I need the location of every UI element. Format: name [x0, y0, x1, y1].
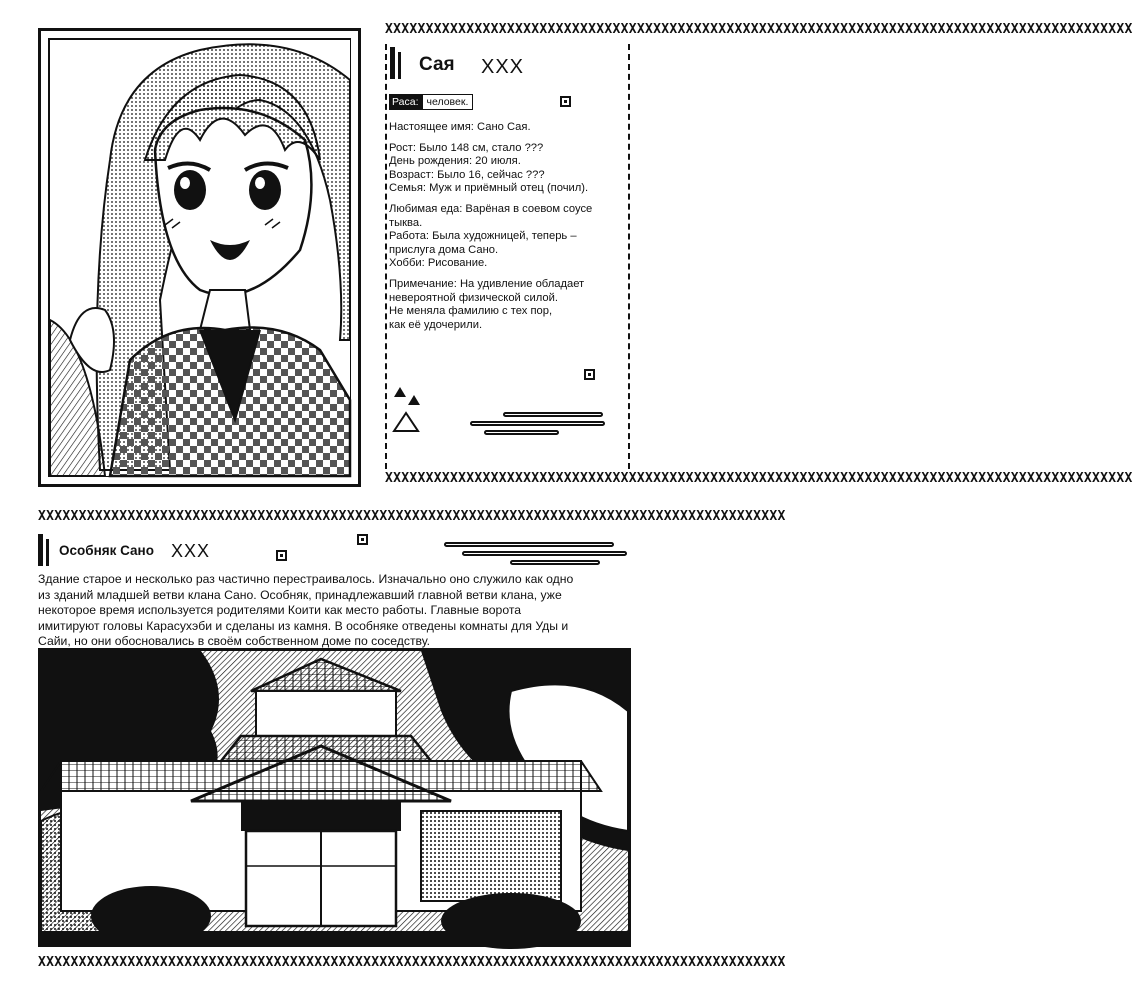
square-ornament-4	[276, 550, 287, 561]
wave-ornament-3	[484, 430, 559, 435]
age-line: Возраст: Было 16, сейчас ???	[389, 168, 545, 181]
wave-ornament-6	[510, 560, 600, 565]
job-line-2: прислуга дома Сано.	[389, 243, 499, 256]
square-ornament-3	[357, 534, 368, 545]
mansion-illustration	[41, 651, 628, 944]
x-border-top: XXXXXXXXXXXXXXXXXXXXXXXXXXXXXXXXXXXXXXXXXXXXXXXXXXXXXXXXXXXXXXXXXXXXXXXXXXXXXXXXXXXXXXXXXXXX	[385, 22, 1133, 37]
x-border-info-bottom: XXXXXXXXXXXXXXXXXXXXXXXXXXXXXXXXXXXXXXXXXXXXXXXXXXXXXXXXXXXXXXXXXXXXXXXXXXXXXXXXXXXXXXXXXXXX	[385, 471, 1133, 486]
name-header-bar-1	[390, 47, 395, 79]
portrait-frame	[38, 28, 361, 487]
race-label: Раса:	[389, 94, 422, 110]
real-name: Настоящее имя: Сано Сая.	[389, 121, 531, 133]
wave-ornament-5	[462, 551, 627, 556]
description-line-4: имитируют головы Карасухэби и сделаны из камня. В особняке отведены комнаты для Уды и	[38, 618, 569, 633]
name-header-bar-2	[398, 52, 401, 79]
x-border-section-top: XXXXXXXXXXXXXXXXXXXXXXXXXXXXXXXXXXXXXXXXXXXXXXXXXXXXXXXXXXXXXXXXXXXXXXXXXXXXXXXXXXXXXXXXXXXX	[38, 509, 786, 524]
birthday-line: День рождения: 20 июля.	[389, 155, 521, 168]
race-badge	[389, 94, 473, 110]
section-header-bar-1	[38, 534, 43, 566]
x-border-page-bottom: XXXXXXXXXXXXXXXXXXXXXXXXXXXXXXXXXXXXXXXXXXXXXXXXXXXXXXXXXXXXXXXXXXXXXXXXXXXXXXXXXXXXXXXXXXXX	[38, 955, 786, 970]
mansion-frame	[38, 648, 631, 947]
note-line-2: невероятной физической силой.	[389, 291, 558, 304]
portrait-inner-border	[48, 38, 351, 477]
description-line-5: Сайи, но они обосновались в своём собственном доме по соседству.	[38, 634, 431, 648]
note-line-4: как её удочерили.	[389, 318, 483, 331]
character-portrait-illustration	[50, 40, 350, 476]
section-title: Особняк Сано	[59, 543, 154, 558]
section-title-xxx: XXX	[171, 541, 211, 561]
race-value: человек.	[422, 94, 474, 110]
note-line-3: Не меняла фамилию с тех пор,	[389, 305, 553, 318]
character-info	[389, 121, 629, 339]
character-name-xxx: XXX	[481, 56, 525, 78]
food-line-1: Любимая еда: Варёная в соевом соусе	[389, 202, 593, 215]
section-description	[38, 572, 638, 650]
family-line: Семья: Муж и приёмный отец (почил).	[389, 182, 589, 195]
job-line-1: Работа: Была художницей, теперь –	[389, 230, 577, 243]
description-line-3: некоторое время используется родителями Коити как место работы. Главные ворота	[38, 603, 522, 617]
height-line: Рост: Было 148 см, стало ???	[389, 141, 544, 154]
description-line-2: из зданий младшей ветви клана Сано. Особняк, принадлежавший главной ветви клана, уже	[38, 587, 562, 602]
triangle-ornaments	[390, 385, 430, 435]
food-line-2: тыква.	[389, 216, 423, 229]
character-name: Сая	[419, 54, 455, 75]
square-ornament-2	[584, 369, 595, 380]
wave-ornament-4	[444, 542, 614, 547]
note-line-1: Примечание: На удивление обладает	[389, 277, 585, 290]
section-header-bar-2	[46, 539, 49, 566]
dashed-guide-left	[385, 44, 387, 469]
square-ornament-1	[560, 96, 571, 107]
wave-ornament-1	[503, 412, 603, 417]
hobby-line: Хобби: Рисование.	[389, 257, 488, 270]
wave-ornament-2	[470, 421, 605, 426]
description-line-1: Здание старое и несколько раз частично перестраивалось. Изначально оно служило как одно	[38, 572, 574, 586]
